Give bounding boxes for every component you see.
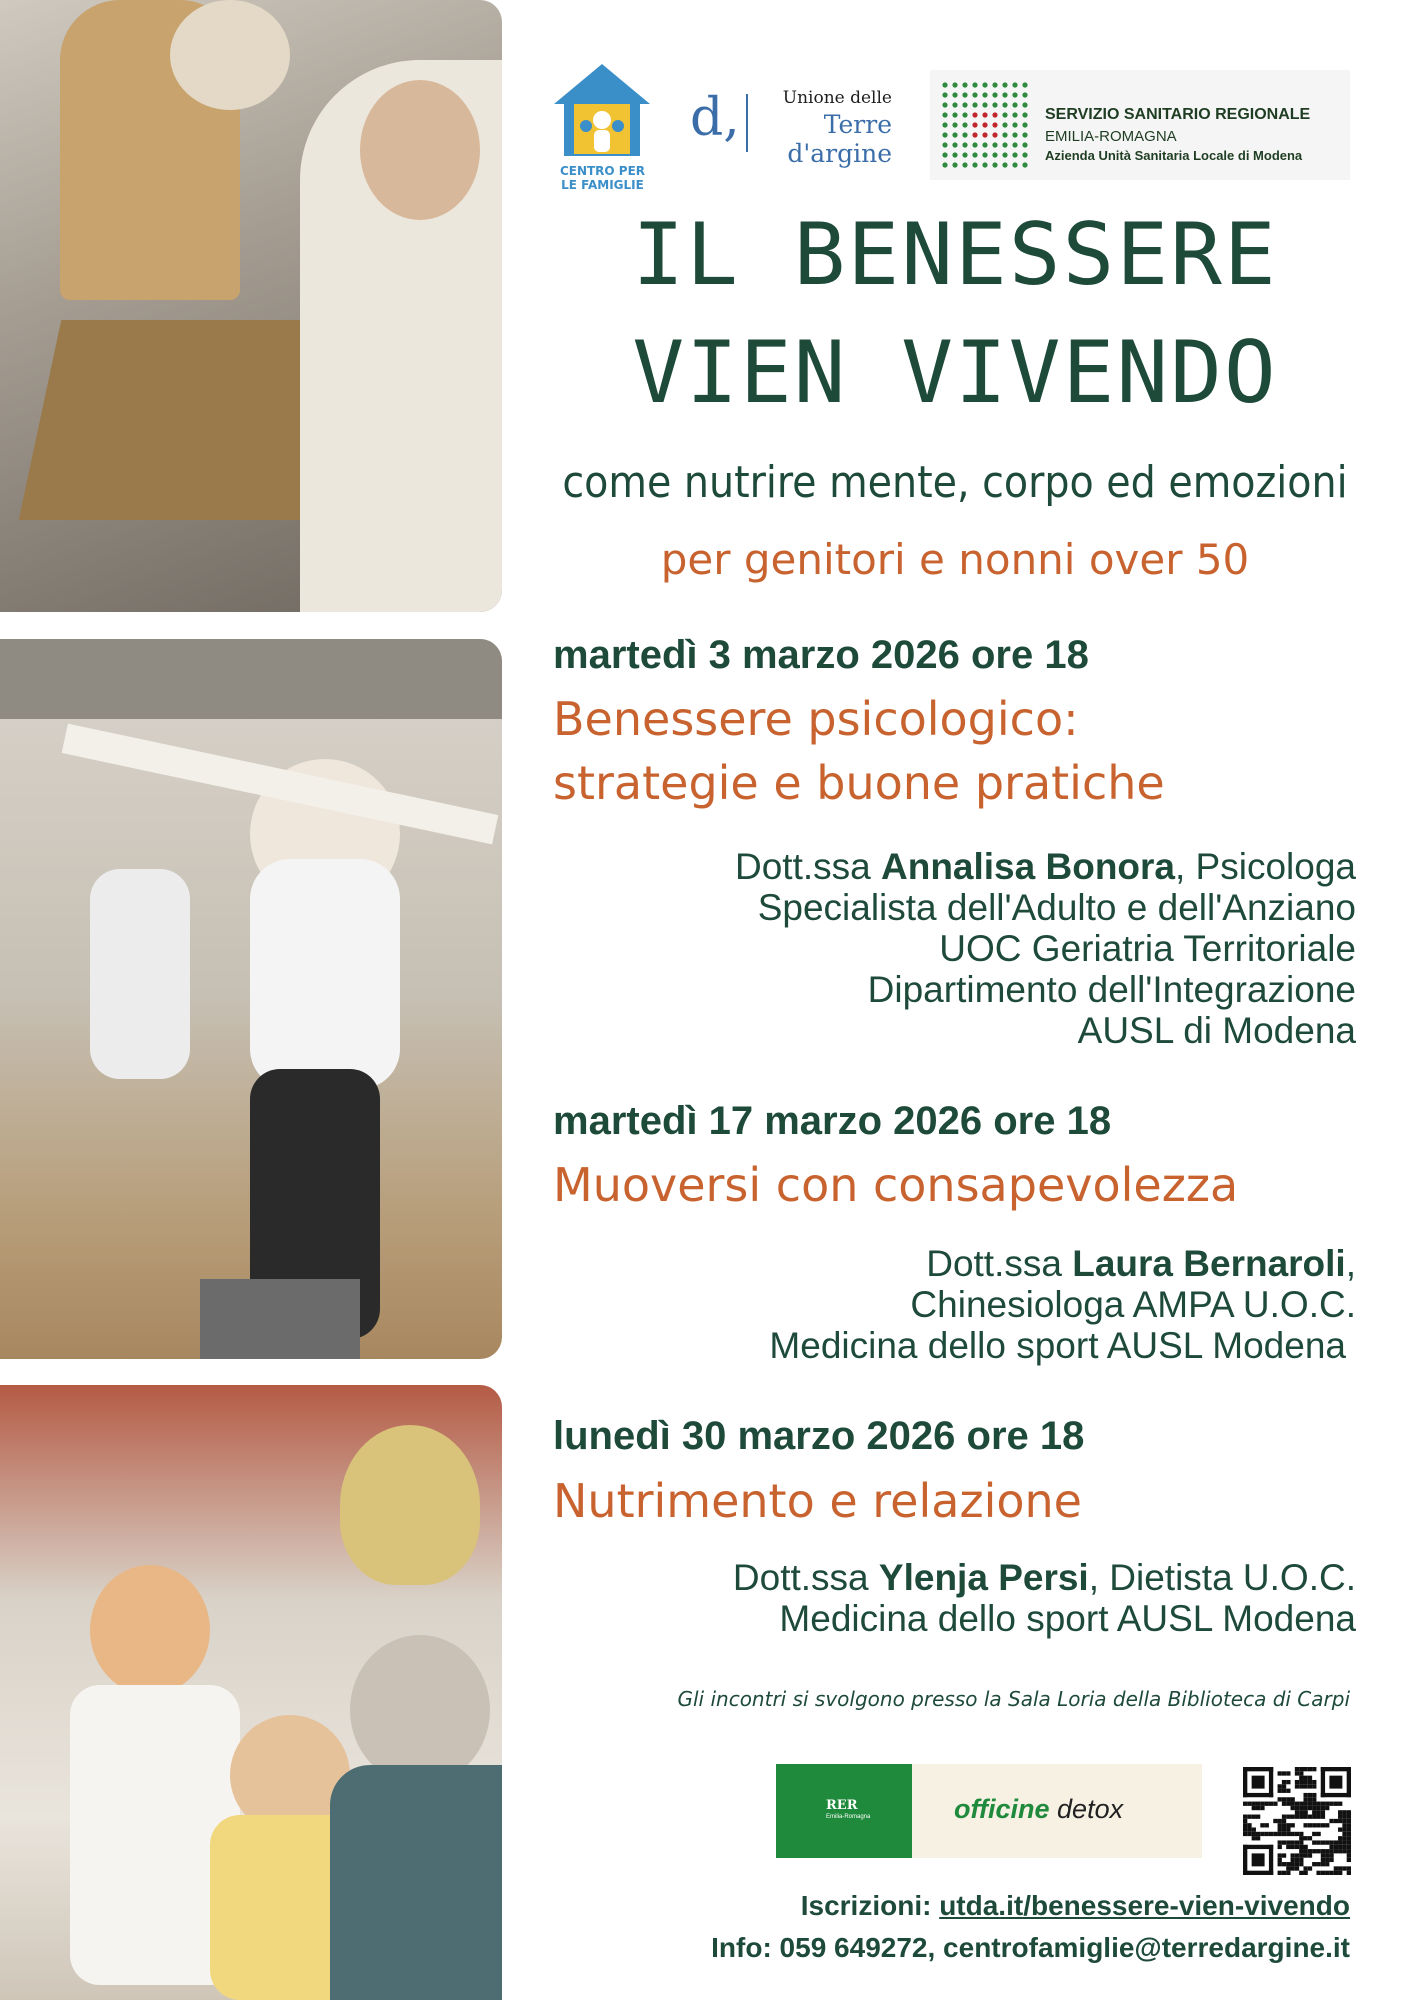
photo-chess	[0, 0, 502, 612]
speaker-line	[769, 1243, 1356, 1284]
speaker-prefix: Dott.ssa	[732, 1557, 879, 1598]
photo-family	[0, 1385, 502, 2000]
speaker-name: Ylenja Persi	[878, 1557, 1089, 1598]
rer-label: RER	[826, 1798, 858, 1813]
rer-logo	[776, 1764, 912, 1858]
subtitle: come nutrire mente, corpo ed emozioni	[562, 457, 1348, 508]
qr-code[interactable]	[1243, 1767, 1351, 1875]
speaker-detail: AUSL di Modena	[1077, 1010, 1356, 1051]
ssr-dots-icon	[940, 80, 1030, 170]
venue-note: Gli incontri si svolgono presso la Sala Loria della Biblioteca di Carpi	[677, 1687, 1350, 1711]
speaker-detail: Chinesiologa AMPA U.O.C.	[910, 1284, 1356, 1325]
title-line1: IL BENESSERE	[632, 205, 1278, 305]
td-monogram: d,	[690, 88, 740, 148]
info-line: Info: 059 649272, centrofamiglie@terredargine.it	[711, 1932, 1350, 1963]
detox-label: detox	[1057, 1794, 1124, 1824]
sponsor-banner	[776, 1764, 1202, 1858]
speaker-name: Annalisa Bonora	[881, 846, 1175, 887]
speaker-prefix: Dott.ssa	[926, 1243, 1073, 1284]
speaker-detail: Specialista dell'Adulto e dell'Anziano	[757, 887, 1356, 928]
event-date: lunedì 30 marzo 2026 ore 18	[553, 1414, 1085, 1458]
house-icon	[550, 60, 655, 160]
rer-sublabel: Emilia-Romagna	[826, 1814, 871, 1820]
speaker-line	[735, 846, 1356, 887]
audience: per genitori e nonni over 50	[660, 535, 1250, 584]
speaker-suffix: , Psicologa	[1175, 846, 1356, 887]
speaker-suffix: , Dietista U.O.C.	[1088, 1557, 1356, 1598]
event-topic: Benessere psicologico:	[553, 692, 1079, 746]
photo-yoga	[0, 639, 502, 1359]
logo-centro-famiglie	[550, 60, 655, 190]
event-topic: strategie e buone pratiche	[553, 756, 1165, 810]
event-speaker	[769, 1243, 1356, 1366]
signup-line	[801, 1890, 1350, 1922]
speaker-detail: Medicina dello sport AUSL Modena	[769, 1325, 1346, 1366]
event-speaker	[733, 1557, 1356, 1639]
centro-label: CENTRO PER LE FAMIGLIE	[559, 164, 646, 192]
logo-terre-argine	[690, 88, 890, 168]
event-date: martedì 17 marzo 2026 ore 18	[553, 1099, 1112, 1143]
officine-label: officine	[954, 1794, 1050, 1824]
speaker-detail: UOC Geriatria Territoriale	[939, 928, 1356, 969]
speaker-name: Laura Bernaroli	[1072, 1243, 1346, 1284]
unione-label: Unione delle	[782, 88, 892, 108]
speaker-detail: Dipartimento dell'Integrazione	[867, 969, 1356, 1010]
ssr-line1: SERVIZIO SANITARIO REGIONALE	[1045, 106, 1311, 123]
ssr-line3: Azienda Unità Sanitaria Locale di Modena	[1045, 148, 1303, 163]
signup-link[interactable]: utda.it/benessere-vien-vivendo	[939, 1890, 1350, 1921]
logo-ssr	[930, 70, 1350, 180]
speaker-line	[733, 1557, 1356, 1598]
event-speaker	[735, 846, 1356, 1051]
title-line2: VIEN VIVENDO	[632, 323, 1278, 423]
signup-label: Iscrizioni:	[800, 1890, 940, 1921]
speaker-suffix: ,	[1345, 1243, 1356, 1284]
terre-label: Terre d'argine	[787, 110, 892, 168]
event-topic: Nutrimento e relazione	[553, 1474, 1082, 1528]
event-topic: Muoversi con consapevolezza	[553, 1158, 1239, 1212]
event-date: martedì 3 marzo 2026 ore 18	[553, 633, 1089, 677]
ssr-line2: EMILIA-ROMAGNA	[1045, 128, 1177, 145]
speaker-detail: Medicina dello sport AUSL Modena	[779, 1598, 1356, 1639]
speaker-prefix: Dott.ssa	[735, 846, 881, 887]
